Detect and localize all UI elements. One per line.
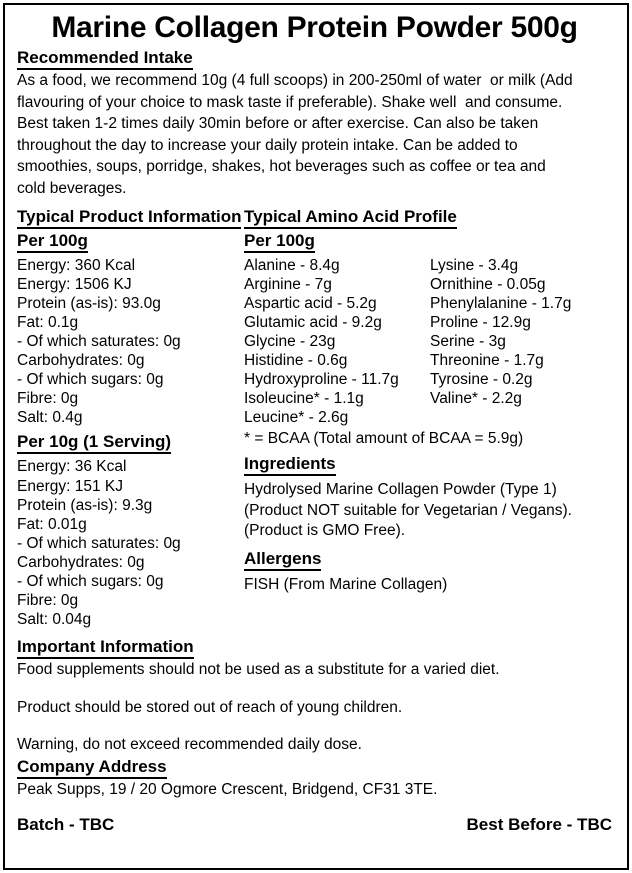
important-info-line: Warning, do not exceed recommended daily dose.	[17, 736, 362, 754]
allergens-heading: Allergens	[244, 549, 321, 571]
nutrition-row: Fat: 0.01g	[17, 515, 87, 533]
nutrition-row: Energy: 151 KJ	[17, 477, 123, 495]
ingredients-line: Hydrolysed Marine Collagen Powder (Type 1)	[244, 481, 557, 499]
company-address-text: Peak Supps, 19 / 20 Ogmore Crescent, Bridgend, CF31 3TE.	[17, 781, 438, 799]
nutrition-row: - Of which saturates: 0g	[17, 534, 181, 552]
amino-row: Proline - 12.9g	[430, 313, 531, 331]
amino-row: Hydroxyproline - 11.7g	[244, 371, 399, 389]
company-address-heading: Company Address	[17, 757, 167, 779]
amino-row: Alanine - 8.4g	[244, 256, 340, 274]
batch-label: Batch - TBC	[17, 814, 115, 834]
ingredients-text	[244, 480, 612, 542]
nutrition-row: - Of which sugars: 0g	[17, 371, 164, 389]
nutrition-row: - Of which saturates: 0g	[17, 332, 181, 350]
ingredients-line: (Product is GMO Free).	[244, 522, 406, 540]
amino-row: Leucine* - 2.6g	[244, 409, 349, 427]
company-address-section	[17, 756, 612, 779]
nutrition-row: Energy: 1506 KJ	[17, 275, 132, 293]
allergens-text: FISH (From Marine Collagen)	[244, 575, 448, 593]
label-border-frame	[3, 3, 629, 870]
amino-acid-list	[244, 256, 612, 428]
important-info-line: Food supplements should not be used as a substitute for a varied diet.	[17, 661, 500, 679]
nutrition-row: Energy: 360 Kcal	[17, 256, 136, 274]
product-information-column	[17, 206, 244, 630]
per-100g-heading: Per 100g	[17, 231, 88, 253]
per-10g-rows	[17, 457, 244, 629]
paragraph-line: smoothies, soups, porridge, shakes, hot beverages such as coffee or tea and	[17, 158, 546, 176]
nutrition-row: Fibre: 0g	[17, 390, 79, 408]
amino-row: Arginine - 7g	[244, 275, 332, 293]
per-100g-rows	[17, 256, 244, 428]
amino-acid-column	[244, 206, 612, 630]
recommended-intake-section	[17, 47, 612, 200]
paragraph-line: throughout the day to increase your daily protein intake. Can be added to	[17, 136, 518, 154]
nutrition-row: Fat: 0.1g	[17, 313, 79, 331]
product-information-heading: Typical Product Information	[17, 207, 241, 229]
amino-row: Lysine - 3.4g	[430, 256, 519, 274]
recommended-intake-heading: Recommended Intake	[17, 48, 193, 70]
amino-row: Histidine - 0.6g	[244, 352, 348, 370]
amino-row: Isoleucine* - 1.1g	[244, 390, 364, 408]
per-10g-heading: Per 10g (1 Serving)	[17, 432, 171, 454]
ingredients-line: (Product NOT suitable for Vegetarian / Vegans).	[244, 501, 572, 519]
amino-row: Ornithine - 0.05g	[430, 275, 546, 293]
nutrition-row: - Of which sugars: 0g	[17, 572, 164, 590]
important-info-line: Product should be stored out of reach of young children.	[17, 698, 403, 716]
amino-row: Glutamic acid - 9.2g	[244, 313, 382, 331]
ingredients-heading: Ingredients	[244, 454, 336, 476]
nutrition-row: Carbohydrates: 0g	[17, 553, 145, 571]
amino-row: Phenylalanine - 1.7g	[430, 294, 572, 312]
amino-row: Valine* - 2.2g	[430, 390, 522, 408]
paragraph-line: Best taken 1-2 times daily 30min before or after exercise. Can also be taken	[17, 115, 539, 133]
bcaa-note: * = BCAA (Total amount of BCAA = 5.9g)	[244, 430, 524, 448]
batch-info-row	[17, 815, 612, 835]
important-information-heading: Important Information	[17, 637, 194, 659]
amino-row: Serine - 3g	[430, 332, 506, 350]
nutrition-row: Protein (as-is): 93.0g	[17, 294, 161, 312]
nutrition-row: Fibre: 0g	[17, 592, 79, 610]
nutrition-row: Energy: 36 Kcal	[17, 458, 127, 476]
amino-row: Aspartic acid - 5.2g	[244, 294, 377, 312]
nutrition-columns	[17, 206, 612, 630]
amino-column-1	[244, 256, 430, 428]
amino-row: Glycine - 23g	[244, 332, 336, 350]
amino-row: Threonine - 1.7g	[430, 352, 544, 370]
paragraph-line: flavouring of your choice to mask taste if preferable). Shake well and consume.	[17, 93, 563, 111]
amino-acid-profile-heading: Typical Amino Acid Profile	[244, 207, 457, 229]
nutrition-row: Salt: 0.04g	[17, 611, 92, 629]
page-title: Marine Collagen Protein Powder 500g	[51, 11, 578, 44]
nutrition-row: Protein (as-is): 9.3g	[17, 496, 153, 514]
best-before-label: Best Before - TBC	[466, 814, 612, 834]
paragraph-line: As a food, we recommend 10g (4 full scoops) in 200-250ml of water or milk (Add	[17, 72, 573, 89]
amino-row: Tyrosine - 0.2g	[430, 371, 533, 389]
paragraph-line: cold beverages.	[17, 179, 127, 197]
important-information-section	[17, 636, 612, 834]
amino-per-100g-heading: Per 100g	[244, 231, 315, 253]
nutrition-row: Carbohydrates: 0g	[17, 352, 145, 370]
nutrition-row: Salt: 0.4g	[17, 409, 83, 427]
amino-column-2	[430, 256, 612, 428]
